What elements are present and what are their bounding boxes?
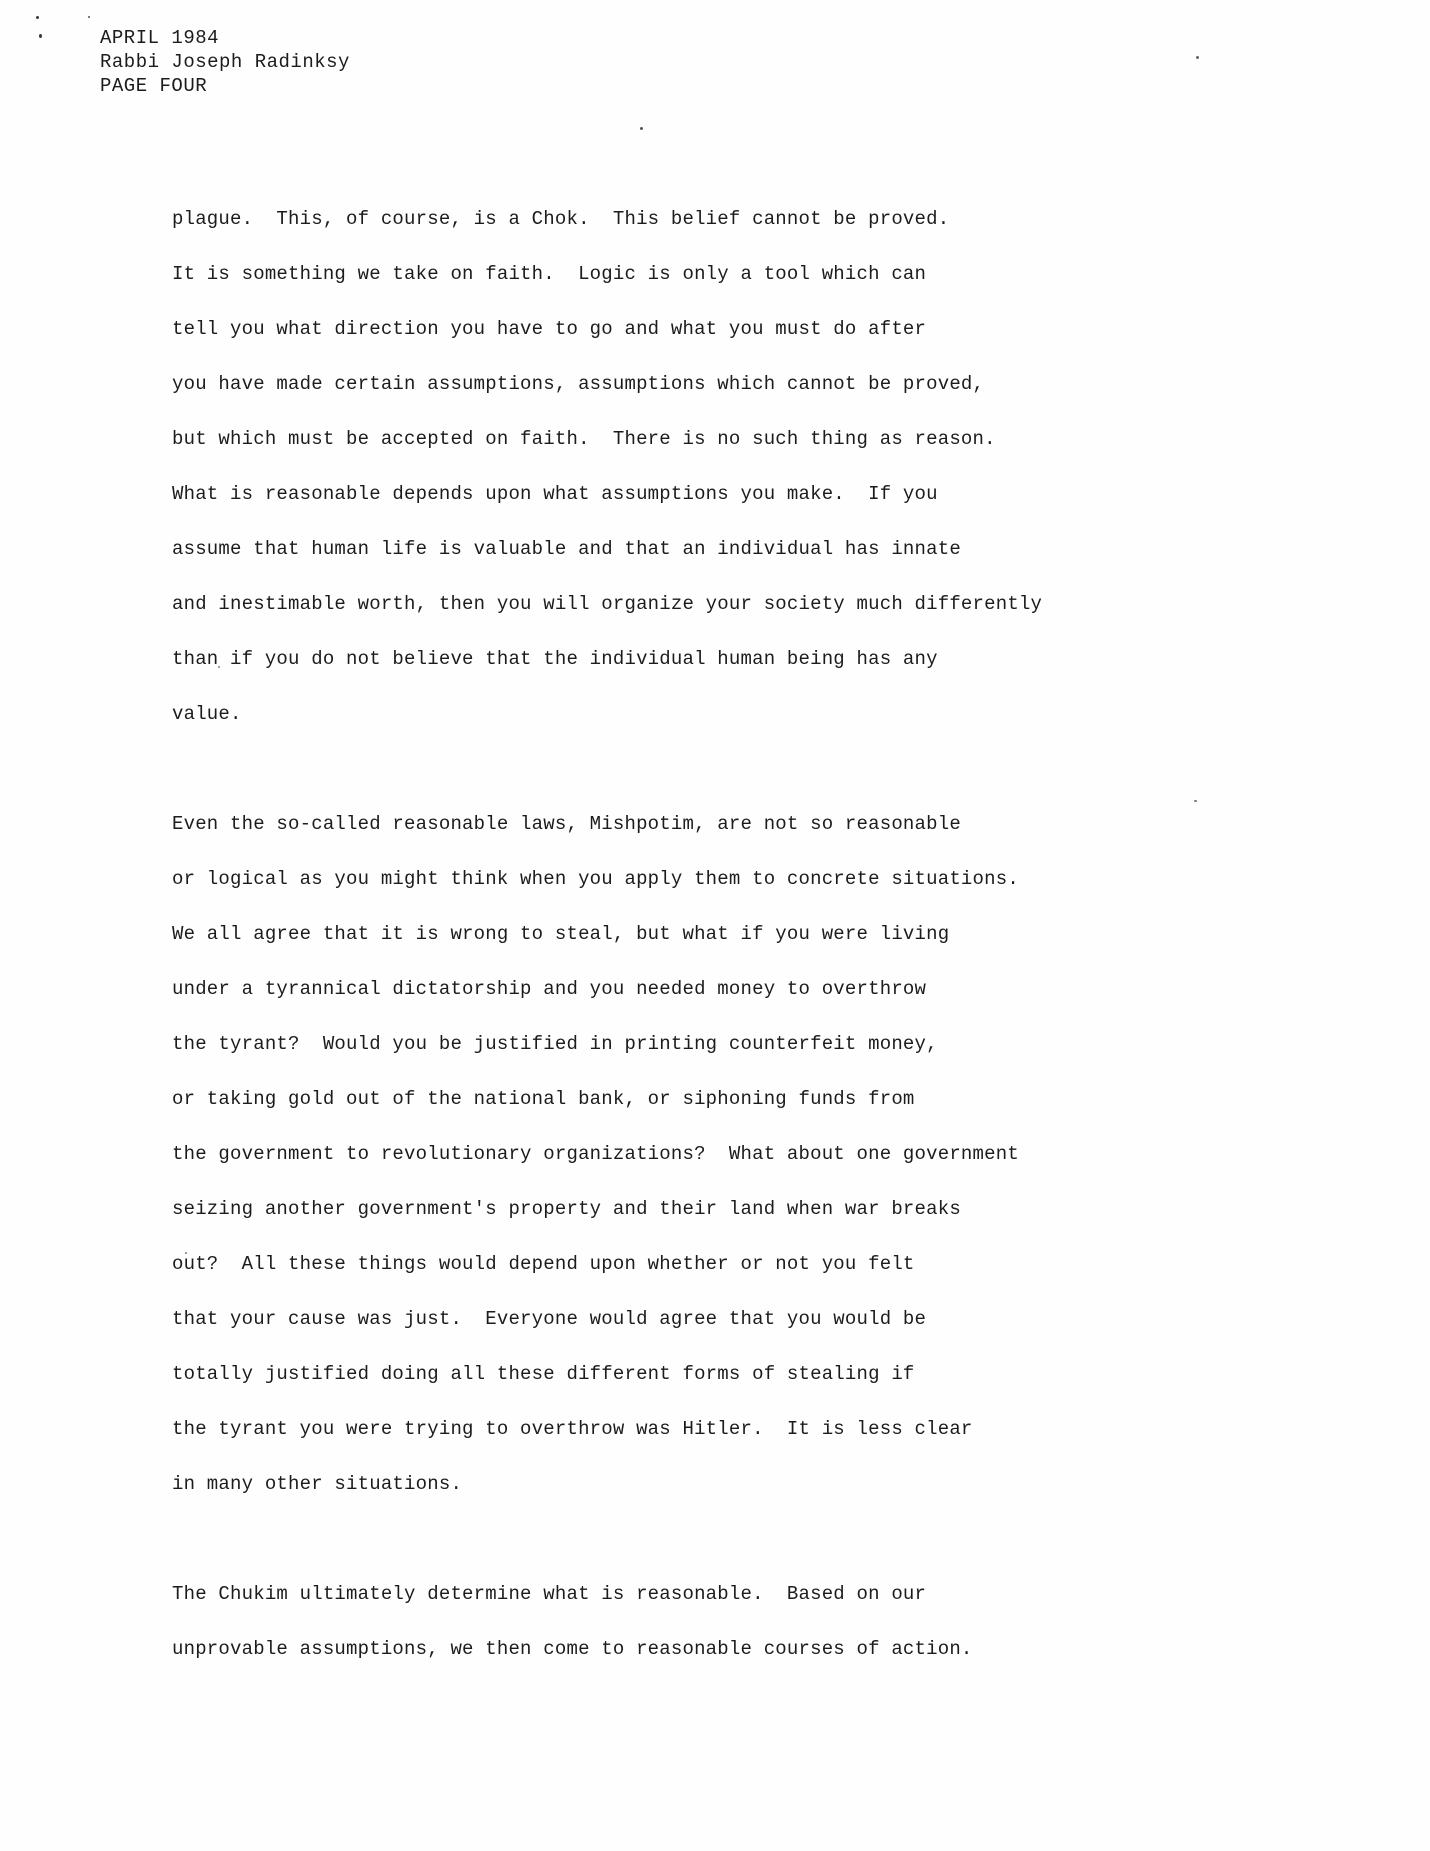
text-line: What is reasonable depends upon what assumptions you make. If you	[172, 483, 938, 505]
text-line: in many other situations.	[172, 1473, 463, 1495]
text-line: plague. This, of course, is a Chok. This belief cannot be proved.	[172, 208, 950, 230]
text-line: under a tyrannical dictatorship and you needed money to overthrow	[172, 978, 927, 1000]
text-line: seizing another government's property and their land when war breaks	[172, 1198, 961, 1220]
text-line: but which must be accepted on faith. There is no such thing as reason.	[172, 428, 996, 450]
text-line: the government to revolutionary organizations? What about one government	[172, 1143, 1019, 1165]
text-line: Even the so-called reasonable laws, Mishpotim, are not so reasonable	[172, 813, 961, 835]
text-line: It is something we take on faith. Logic is only a tool which can	[172, 263, 927, 285]
text-line: the tyrant you were trying to overthrow was Hitler. It is less clear	[172, 1418, 973, 1440]
header-page-number: PAGE FOUR	[100, 75, 208, 97]
scan-speck	[1196, 56, 1199, 59]
document-body	[172, 192, 1322, 1732]
text-line: or logical as you might think when you apply them to concrete situations.	[172, 868, 1019, 890]
text-line: value.	[172, 703, 242, 725]
text-line: you have made certain assumptions, assumptions which cannot be proved,	[172, 373, 985, 395]
scan-speck	[640, 127, 643, 130]
text-line: than if you do not believe that the individual human being has any	[172, 648, 938, 670]
text-line: assume that human life is valuable and that an individual has innate	[172, 538, 961, 560]
paragraph-chukim	[172, 1567, 1322, 1677]
text-line: that your cause was just. Everyone would agree that you would be	[172, 1308, 927, 1330]
paragraph-chok	[172, 192, 1322, 742]
header-date: APRIL 1984	[100, 27, 220, 49]
scan-speck	[88, 16, 90, 18]
text-line: tell you what direction you have to go and what you must do after	[172, 318, 927, 340]
text-line: the tyrant? Would you be justified in printing counterfeit money,	[172, 1033, 938, 1055]
text-line: The Chukim ultimately determine what is reasonable. Based on our	[172, 1583, 927, 1605]
text-line: out? All these things would depend upon whether or not you felt	[172, 1253, 915, 1275]
text-line: unprovable assumptions, we then come to reasonable courses of action.	[172, 1638, 973, 1660]
text-line: and inestimable worth, then you will organize your society much differently	[172, 593, 1043, 615]
page-header	[100, 26, 350, 98]
text-line: totally justified doing all these different forms of stealing if	[172, 1363, 915, 1385]
paragraph-mishpotim	[172, 797, 1322, 1512]
text-line: or taking gold out of the national bank, or siphoning funds from	[172, 1088, 915, 1110]
header-author: Rabbi Joseph Radinksy	[100, 51, 350, 73]
text-line: We all agree that it is wrong to steal, but what if you were living	[172, 923, 950, 945]
scan-speck	[36, 16, 39, 19]
scan-speck	[39, 34, 42, 38]
